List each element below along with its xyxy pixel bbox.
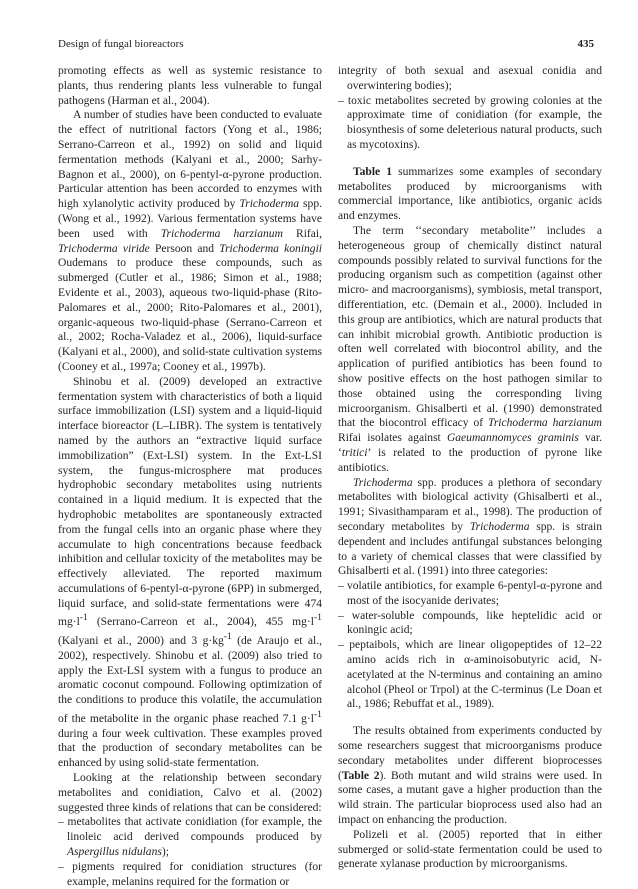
list-item: – peptaibols, which are linear oligopeptides of 12–22 amino acids rich in α-aminoisobutyric acid, N-acetylated at the N-terminus and containing an amino alcohol (Pheol or Trpol) at the C-terminus (Le Doan et al., 1986; Rebuffat et al., 1989). <box>338 639 602 711</box>
paragraph: Trichoderma spp. produces a plethora of secondary metabolites with biological activity (Ghisalberti et al., 1991; Sivasithamparam et al., 1998). The production of secondary metabolites by Trichoderma spp. is strain dependent and includes antifungal substances belonging to a variety of chemical classes that were classified by Ghisalberti et al. (1991) into three categories: <box>338 476 602 578</box>
list-item: – pigments required for conidiation structures (for example, melanins required for the formation or <box>58 860 322 888</box>
paragraph-gap <box>338 712 602 724</box>
list-item: – water-soluble compounds, like heptelidic acid or koningic acid; <box>338 609 602 637</box>
paragraph-gap <box>338 153 602 165</box>
paragraph: promoting effects as well as systemic resistance to plants, thus rendering plants less vulnerable to fungal pathogens (Harman et al., 2004). <box>58 65 322 107</box>
list-item: integrity of both sexual and asexual conidia and overwintering bodies); <box>338 65 602 92</box>
list-item: – volatile antibiotics, for example 6-pentyl-α-pyrone and most of the isocyanide derivates; <box>338 580 602 607</box>
paragraph: A number of studies have been conducted to evaluate the effect of nutritional factors (Yong et al., 1986; Serrano-Carreon et al., 1992) on solid and liquid fermentation methods (Kalyani et al., 2000; Sarhy-Bagnon et al., 2000), on 6-pentyl-α-pyrone production. Particular attention has been accorded to enzymes with high xylanolytic activity produced by Trichoderma spp. (Wong et al., 1992). Various fermentation systems have been used with Trichoderma harzianum Rifai, Trichoderma viride Persoon and Trichoderma koningii Oudemans to produce these compounds, such as submerged (Cutler et al., 1986; Simon et al., 1988; Evidente et al., 2003), aqueous two-liquid-phase (Rito-Palomares et al., 2000; Rito-Palomares et al., 2001), organic-aqueous two-liquid-phase (Serrano-Carreon et al., 2002; Rocha-Valadez et al., 2006), liquid-surface (Kalyani et al., 2000), and solid-state cultivation systems (Cooney et al., 1997a; Cooney et al., 1997b). <box>58 109 322 373</box>
page-header <box>58 38 594 54</box>
paragraph: Looking at the relationship between secondary metabolites and conidiation, Calvo et al. (2002) suggested three kinds of relations that can be considered: <box>58 771 322 814</box>
running-title: Design of fungal bioreactors <box>58 38 184 50</box>
page-number: 435 <box>577 38 594 50</box>
list-item: – metabolites that activate conidiation (for example, the linoleic acid derived compounds produced by Aspergillus nidulans); <box>58 816 322 858</box>
paragraph: Table 1 summarizes some examples of secondary metabolites produced by microorganisms with commercial importance, like antibiotics, organic acids and enzymes. <box>338 165 602 223</box>
paragraph: The results obtained from experiments conducted by some researchers suggest that microorganisms produce secondary metabolites under different bioprocesses (Table 2). Both mutant and wild strains were used. In some cases, a mutant gave a higher production than the wild strain. The particular bioprocess used also had an impact on enhancing the production. <box>338 725 602 827</box>
right-text-column <box>338 64 602 872</box>
paragraph: Shinobu et al. (2009) developed an extractive fermentation system with characteristics of both a liquid surface immobilization (LSI) system and a liquid-liquid interface bioreactor (L–LIBR). The system is tentatively named by the authors an “extractive liquid surface immobilization” (Ext-LSI) system. In the Ext-LSI system, the fungus-microsphere mat produces hydrophobic secondary metabolites using nutrients contained in a liquid medium. It is expected that the hydrophobic metabolites are spontaneously extracted from the fungal cells into an organic phase where they accumulate to high concentrations because feedback inhibition and cellular toxicity of the metabolites may be effectively alleviated. The reported maximum accumulations of 6-pentyl-α-pyrone (6PP) in submerged, liquid surface, and solid-state fermentations were 474 $mg\cdot l^{-1}$ (Serrano-Carreon et al., 2004), 455 $mg\cdot l^{-1}$ (Kalyani et al., 2000) and 3 $g\cdot kg^{-1}$ (de Araujo et al., 2002), respectively. Shinobu et al. (2009) also tried to apply the Ext-LSI system with a fungus to produce an aromatic coconut compound. Following optimization of the conditions to produce this volatile, the accumulation of the metabolite in the organic phase reached 7.1 $g\cdot l^{-1}$ during a four week cultivation. These examples proved that the production of secondary metabolites can be enhanced by using solid-state fermentation. <box>58 375 322 770</box>
list-item: – toxic metabolites secreted by growing colonies at the approximate time of conidiation (for example, the biosynthesis of some deleterious natural products, such as mycotoxins). <box>338 94 602 151</box>
left-text-column <box>58 64 322 889</box>
paragraph: The term ‘‘secondary metabolite’’ includes a heterogeneous group of chemically distinct natural compounds possibly related to survival functions for the producing organism such as competition (against other micro- and macroorganisms), symbiosis, metal transport, differentiation, etc. (Demain et al., 2000). Included in this group are antibiotics, which are natural products that can inhibit microbial growth. Antibiotic production is often well correlated with biocontrol ability, and the application of purified antibiotics has been found to show positive effects on the host pathogen similar to those obtained using the corresponding living microorganism. Ghisalberti et al. (1990) demonstrated that the biocontrol efficacy of Trichoderma harzianum Rifai isolates against Gaeumannomyces graminis var. ‘tritici’ is related to the production of pyrone like antibiotics. <box>338 224 602 474</box>
paragraph: Polizeli et al. (2005) reported that in either submerged or solid-state fermentation could be used to generate xylanase production by microorganisms. <box>338 828 602 871</box>
